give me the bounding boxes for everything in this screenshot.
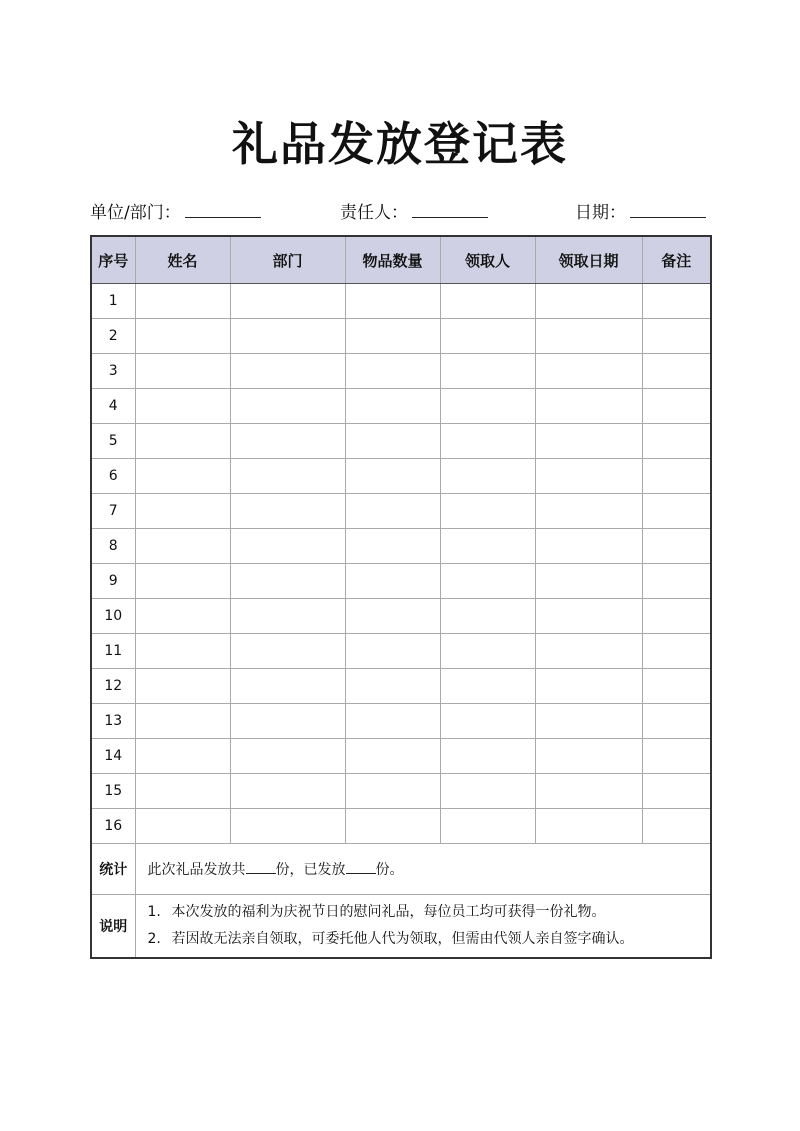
row-number: 11 — [91, 634, 135, 669]
row-number: 9 — [91, 564, 135, 599]
header-quantity: 物品数量 — [345, 236, 440, 284]
unit-field[interactable] — [90, 198, 261, 223]
cell-recipient[interactable] — [440, 599, 535, 634]
cell-remarks[interactable] — [642, 319, 711, 354]
cell-receive-date[interactable] — [535, 774, 642, 809]
cell-recipient[interactable] — [440, 634, 535, 669]
cell-name[interactable] — [135, 389, 230, 424]
header-receive-date: 领取日期 — [535, 236, 642, 284]
note-text: 若因故无法亲自领取，可委托他人代为领取，但需由代领人亲自签字确认。 — [171, 931, 634, 947]
table-row — [91, 669, 711, 704]
note-item — [148, 899, 699, 926]
cell-recipient[interactable] — [440, 389, 535, 424]
table-row — [91, 634, 711, 669]
row-number: 14 — [91, 739, 135, 774]
cell-department[interactable] — [230, 809, 345, 844]
row-number: 15 — [91, 774, 135, 809]
header-department: 部门 — [230, 236, 345, 284]
registration-table — [90, 235, 712, 959]
note-number: 2. — [147, 931, 161, 947]
cell-quantity[interactable] — [345, 774, 440, 809]
notes-label: 说明 — [91, 895, 135, 959]
row-number: 12 — [91, 669, 135, 704]
cell-department[interactable] — [230, 634, 345, 669]
stats-text-before: 此次礼品发放共 — [147, 862, 246, 878]
cell-department[interactable] — [230, 704, 345, 739]
cell-quantity[interactable] — [345, 319, 440, 354]
cell-remarks[interactable] — [642, 459, 711, 494]
cell-department[interactable] — [230, 319, 345, 354]
table-row — [91, 459, 711, 494]
cell-recipient[interactable] — [440, 284, 535, 319]
cell-quantity[interactable] — [345, 389, 440, 424]
cell-remarks[interactable] — [642, 774, 711, 809]
table-row — [91, 319, 711, 354]
table-row — [91, 284, 711, 319]
note-text: 本次发放的福利为庆祝节日的慰问礼品，每位员工均可获得一份礼物。 — [171, 904, 606, 920]
cell-remarks[interactable] — [642, 634, 711, 669]
cell-name[interactable] — [135, 704, 230, 739]
cell-department[interactable] — [230, 494, 345, 529]
cell-remarks[interactable] — [642, 599, 711, 634]
cell-quantity[interactable] — [345, 599, 440, 634]
header-index: 序号 — [91, 236, 135, 284]
row-number: 10 — [91, 599, 135, 634]
table-row — [91, 564, 711, 599]
cell-recipient[interactable] — [440, 564, 535, 599]
table-row — [91, 704, 711, 739]
row-number: 6 — [91, 459, 135, 494]
date-blank-line[interactable] — [630, 199, 706, 218]
page-title: 礼品发放登记表 — [232, 117, 568, 171]
cell-name[interactable] — [135, 529, 230, 564]
stats-label: 统计 — [91, 844, 135, 895]
row-number: 8 — [91, 529, 135, 564]
meta-row — [90, 198, 710, 226]
table-row — [91, 739, 711, 774]
cell-remarks[interactable] — [642, 284, 711, 319]
cell-quantity[interactable] — [345, 284, 440, 319]
cell-recipient[interactable] — [440, 774, 535, 809]
stats-total-blank[interactable] — [246, 861, 276, 874]
cell-recipient[interactable] — [440, 529, 535, 564]
cell-name[interactable] — [135, 354, 230, 389]
notes-body — [135, 895, 711, 959]
cell-remarks[interactable] — [642, 529, 711, 564]
cell-recipient[interactable] — [440, 319, 535, 354]
cell-quantity[interactable] — [345, 529, 440, 564]
cell-recipient[interactable] — [440, 704, 535, 739]
row-number: 2 — [91, 319, 135, 354]
cell-receive-date[interactable] — [535, 494, 642, 529]
cell-recipient[interactable] — [440, 809, 535, 844]
table-row — [91, 424, 711, 459]
cell-recipient[interactable] — [440, 494, 535, 529]
cell-department[interactable] — [230, 424, 345, 459]
cell-remarks[interactable] — [642, 669, 711, 704]
cell-name[interactable] — [135, 564, 230, 599]
cell-department[interactable] — [230, 354, 345, 389]
cell-quantity[interactable] — [345, 354, 440, 389]
table-row — [91, 389, 711, 424]
table-row — [91, 774, 711, 809]
cell-department[interactable] — [230, 459, 345, 494]
cell-quantity[interactable] — [345, 809, 440, 844]
cell-department[interactable] — [230, 599, 345, 634]
row-number: 7 — [91, 494, 135, 529]
row-number: 1 — [91, 284, 135, 319]
cell-remarks[interactable] — [642, 809, 711, 844]
cell-name[interactable] — [135, 459, 230, 494]
unit-label: 单位/部门： — [90, 203, 181, 223]
cell-quantity[interactable] — [345, 634, 440, 669]
cell-name[interactable] — [135, 599, 230, 634]
table-row — [91, 354, 711, 389]
cell-remarks[interactable] — [642, 354, 711, 389]
cell-recipient[interactable] — [440, 354, 535, 389]
cell-name[interactable] — [135, 424, 230, 459]
cell-name[interactable] — [135, 809, 230, 844]
cell-receive-date[interactable] — [535, 809, 642, 844]
cell-recipient[interactable] — [440, 739, 535, 774]
stats-row — [91, 844, 711, 895]
table-row — [91, 494, 711, 529]
cell-name[interactable] — [135, 669, 230, 704]
cell-name[interactable] — [135, 774, 230, 809]
row-number: 16 — [91, 809, 135, 844]
cell-quantity[interactable] — [345, 739, 440, 774]
cell-receive-date[interactable] — [535, 424, 642, 459]
table-header-row — [91, 236, 711, 284]
note-number: 1. — [147, 904, 161, 920]
cell-quantity[interactable] — [345, 424, 440, 459]
cell-remarks[interactable] — [642, 704, 711, 739]
date-field[interactable] — [575, 198, 706, 223]
header-remarks: 备注 — [642, 236, 711, 284]
date-label: 日期： — [575, 203, 626, 223]
cell-name[interactable] — [135, 739, 230, 774]
cell-department[interactable] — [230, 529, 345, 564]
note-item — [148, 926, 699, 953]
cell-remarks[interactable] — [642, 564, 711, 599]
cell-name[interactable] — [135, 319, 230, 354]
cell-remarks[interactable] — [642, 424, 711, 459]
cell-receive-date[interactable] — [535, 704, 642, 739]
unit-blank-line[interactable] — [185, 199, 261, 218]
cell-receive-date[interactable] — [535, 459, 642, 494]
stats-text-middle: 份，已发放 — [275, 862, 346, 878]
cell-receive-date[interactable] — [535, 669, 642, 704]
cell-department[interactable] — [230, 389, 345, 424]
table-row — [91, 809, 711, 844]
cell-receive-date[interactable] — [535, 564, 642, 599]
cell-recipient[interactable] — [440, 424, 535, 459]
row-number: 4 — [91, 389, 135, 424]
notes-row — [91, 895, 711, 959]
table-row — [91, 599, 711, 634]
cell-quantity[interactable] — [345, 459, 440, 494]
cell-recipient[interactable] — [440, 669, 535, 704]
cell-receive-date[interactable] — [535, 634, 642, 669]
cell-name[interactable] — [135, 284, 230, 319]
responsible-label: 责任人： — [340, 203, 408, 223]
header-recipient: 领取人 — [440, 236, 535, 284]
table-row — [91, 529, 711, 564]
cell-recipient[interactable] — [440, 459, 535, 494]
cell-department[interactable] — [230, 739, 345, 774]
row-number: 3 — [91, 354, 135, 389]
cell-department[interactable] — [230, 669, 345, 704]
cell-receive-date[interactable] — [535, 739, 642, 774]
row-number: 13 — [91, 704, 135, 739]
cell-quantity[interactable] — [345, 564, 440, 599]
cell-quantity[interactable] — [345, 669, 440, 704]
cell-receive-date[interactable] — [535, 529, 642, 564]
header-name: 姓名 — [135, 236, 230, 284]
row-number: 5 — [91, 424, 135, 459]
stats-issued-blank[interactable] — [346, 861, 376, 874]
cell-receive-date[interactable] — [535, 284, 642, 319]
cell-receive-date[interactable] — [535, 599, 642, 634]
stats-text — [135, 844, 711, 895]
cell-remarks[interactable] — [642, 494, 711, 529]
cell-department[interactable] — [230, 564, 345, 599]
cell-name[interactable] — [135, 634, 230, 669]
cell-remarks[interactable] — [642, 389, 711, 424]
cell-receive-date[interactable] — [535, 389, 642, 424]
cell-department[interactable] — [230, 774, 345, 809]
cell-name[interactable] — [135, 494, 230, 529]
cell-receive-date[interactable] — [535, 354, 642, 389]
responsible-field[interactable] — [340, 198, 488, 223]
responsible-blank-line[interactable] — [412, 199, 488, 218]
cell-receive-date[interactable] — [535, 319, 642, 354]
stats-text-after: 份。 — [375, 862, 404, 878]
cell-department[interactable] — [230, 284, 345, 319]
cell-remarks[interactable] — [642, 739, 711, 774]
cell-quantity[interactable] — [345, 494, 440, 529]
cell-quantity[interactable] — [345, 704, 440, 739]
